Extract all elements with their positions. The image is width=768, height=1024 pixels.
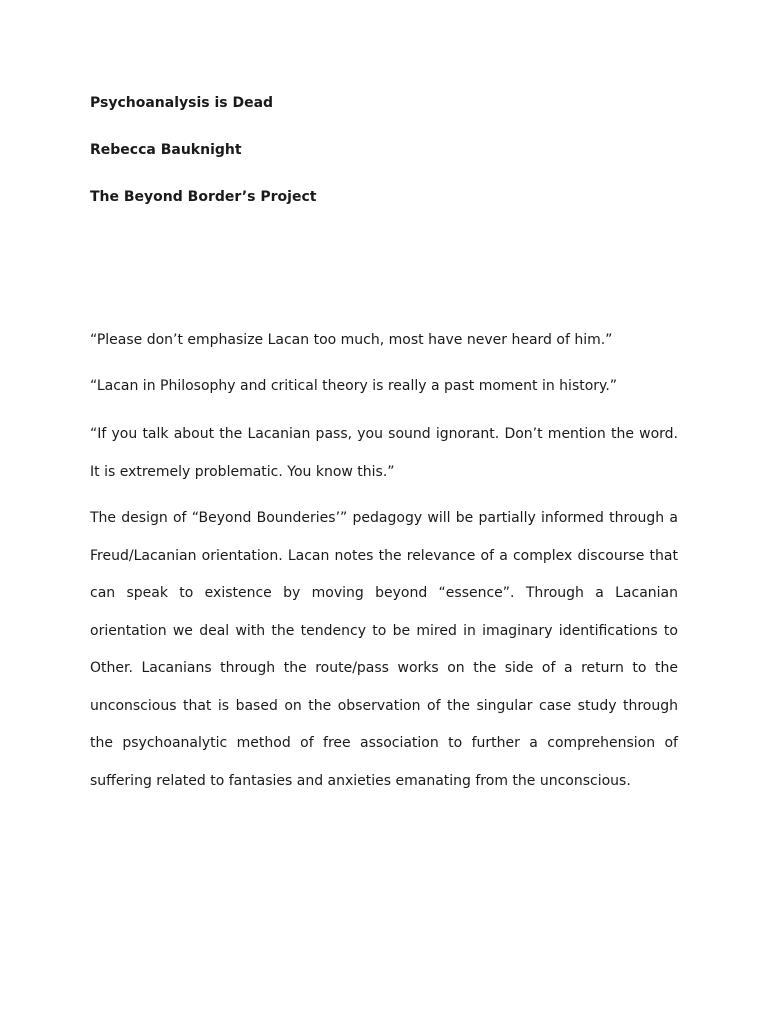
quote-1: “Please don’t emphasize Lacan too much, most have never heard of him.” (90, 332, 613, 348)
document-project: The Beyond Border’s Project (90, 189, 317, 205)
document-title: Psychoanalysis is Dead (90, 95, 274, 111)
body-paragraph: The design of “Beyond Bounderies’” pedagogy will be partially informed through a Freud/Lacanian orientation. Lacan notes the relevance of a complex discourse that can speak to existence by moving beyond “essence”. Through a Lacanian orientation we deal with the tendency to be mired in imaginary identifications to Other. Lacanians through the route/pass works on the side of a return to the unconscious that is based on the observation of the singular case study through the psychoanalytic method of free association to further a comprehension of suffering related to fantasies and anxieties emanating from the unconscious. (90, 510, 678, 789)
quote-3: “If you talk about the Lacanian pass, you sound ignorant. Don’t mention the word. It is extremely problematic. You know this.” (90, 426, 678, 480)
quote-2: “Lacan in Philosophy and critical theory is really a past moment in history.” (90, 378, 618, 394)
document-author: Rebecca Bauknight (90, 142, 242, 158)
